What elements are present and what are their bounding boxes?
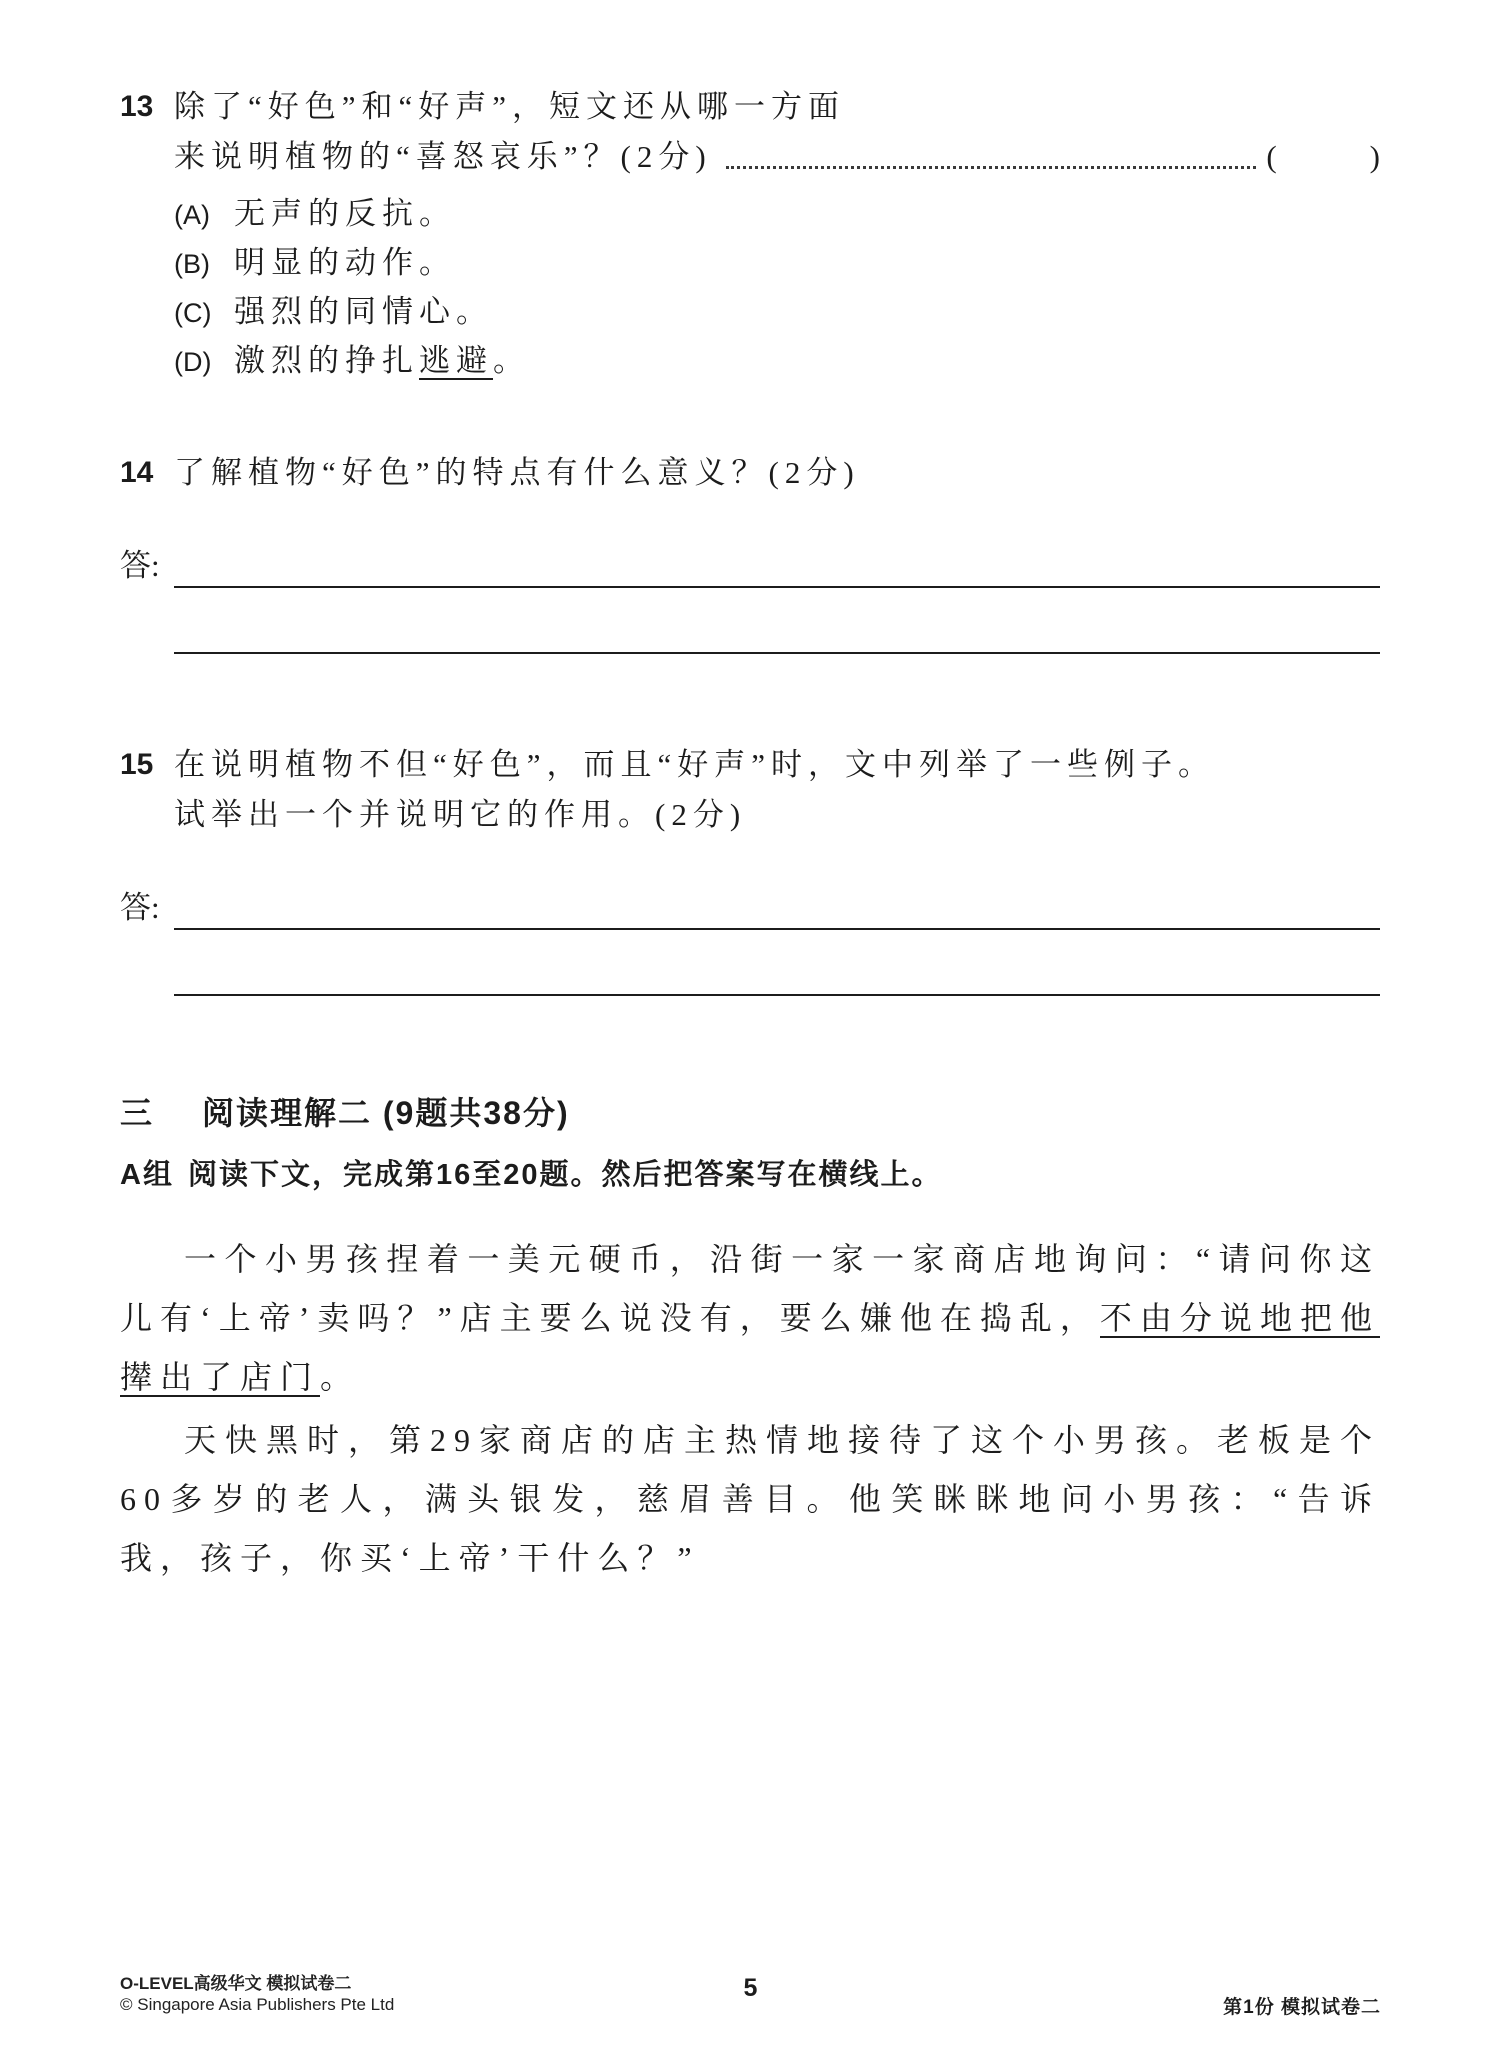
underlined-text: 逃避	[419, 343, 493, 378]
question-number: 13	[120, 90, 154, 123]
question-13	[120, 82, 1380, 386]
dotted-leader	[726, 166, 1257, 169]
group-text: 阅读下文，完成第16至20题。然后把答案写在横线上。	[187, 1159, 943, 1191]
question-text-line-2	[174, 132, 1380, 182]
question-number: 14	[120, 456, 154, 489]
option-b	[174, 239, 1380, 288]
page-number: 5	[743, 1974, 758, 2002]
question-14-block	[120, 448, 1380, 498]
underlined-text: 不由分说地把他撵出了店门	[120, 1300, 1380, 1395]
options-list	[174, 190, 1380, 386]
question-number: 15	[120, 748, 154, 781]
section-title: 阅读理解二 (9题共38分)	[202, 1095, 570, 1131]
section-header	[120, 1090, 1380, 1136]
footer-copyright: © Singapore Asia Publishers Pte Ltd	[120, 1995, 395, 2014]
question-text-line-1: 在说明植物不但“好色”，而且“好声”时，文中列举了一些例子。	[174, 747, 1216, 782]
option-label: (C)	[174, 298, 212, 328]
question-text: 了解植物“好色”的特点有什么意义？(2分)	[174, 455, 860, 490]
group-instructions	[120, 1152, 1380, 1198]
option-label: (B)	[174, 249, 210, 279]
passage-paragraph-2: 天快黑时，第29家商店的店主热情地接待了这个小男孩。老板是个60多岁的老人，满头银发，慈眉善目。他笑眯眯地问小男孩：“告诉我，孩子，你买‘上帝’干什么？”	[120, 1422, 1380, 1576]
answer-row	[120, 536, 1380, 588]
footer-booklet-title: O-LEVEL高级华文 模拟试卷二	[120, 1974, 352, 1993]
group-label: A组	[120, 1159, 174, 1191]
question-text-line-2: 试举出一个并说明它的作用。(2分)	[174, 797, 747, 832]
question-14	[120, 448, 1380, 654]
question-text-line-1: 除了“好色”和“好声”，短文还从哪一方面	[174, 89, 846, 124]
answer-row	[120, 878, 1380, 930]
option-label: (D)	[174, 347, 212, 377]
option-c	[174, 288, 1380, 337]
answer-label: 答:	[120, 890, 160, 925]
option-text: 无声的反抗。	[234, 196, 456, 231]
section-number: 三	[120, 1095, 155, 1131]
answer-line-2	[174, 588, 1380, 654]
answer-line-2	[174, 930, 1380, 996]
option-d	[174, 337, 1380, 386]
question-text: 来说明植物的“喜怒哀乐”？(2分)	[174, 139, 712, 174]
question-15-block	[120, 740, 1380, 840]
question-15	[120, 740, 1380, 996]
option-a	[174, 190, 1380, 239]
answer-line-1	[174, 544, 1380, 588]
answer-label: 答:	[120, 548, 160, 583]
option-text: 明显的动作。	[234, 245, 456, 280]
answer-line-1	[174, 886, 1380, 930]
question-13-block	[120, 82, 1380, 386]
option-text: 激烈的挣扎逃避。	[234, 343, 530, 378]
answer-bracket: ( )	[1266, 139, 1380, 174]
passage-paragraph-1: 一个小男孩捏着一美元硬币，沿街一家一家商店地询问：“请问你这儿有‘上帝’卖吗？”店主要么说没有，要么嫌他在捣乱，不由分说地把他撵出了店门。	[120, 1241, 1380, 1395]
option-label: (A)	[174, 200, 210, 230]
option-text: 强烈的同情心。	[234, 294, 493, 329]
footer-section-label: 第1份 模拟试卷二	[1223, 1997, 1381, 2018]
